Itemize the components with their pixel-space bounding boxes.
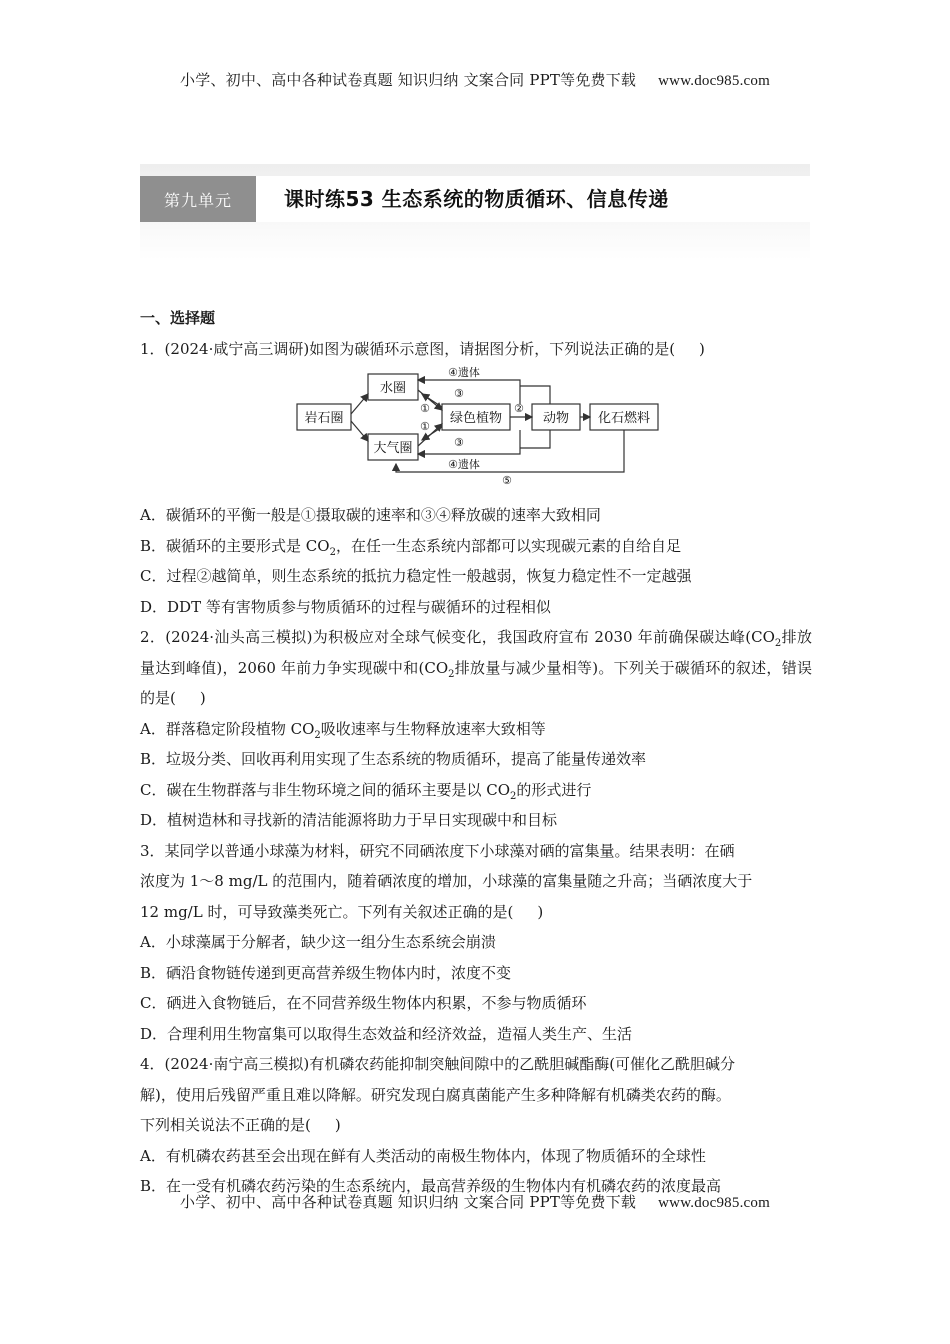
carbon-cycle-diagram [140,366,812,496]
q4-option-b[interactable]: B．在一受有机磷农药污染的生态系统内，最高营养级的生物体内有机磷农药的浓度最高 [140,1177,722,1195]
q1-option-c[interactable]: C．过程②越简单，则生态系统的抵抗力稳定性一般越弱，恢复力稳定性不一定越强 [140,567,692,585]
step3-bottom: ③ [454,436,464,449]
question-content [140,303,812,1202]
q1-stem: 1．(2024·咸宁高三调研)如图为碳循环示意图，请据图分析，下列说法正确的是( ) [140,339,705,358]
air-label: 大气圈 [373,441,413,456]
q3-option-c[interactable]: C．硒进入食物链后，在不同营养级生物体内积累，不参与物质循环 [140,994,587,1012]
remains-bottom-label: ④遗体 [448,458,480,471]
carbon-cycle-svg [292,366,662,494]
remains-top-label: ④遗体 [448,366,480,379]
q3-stem-line1: 3．某同学以普通小球藻为材料，研究不同硒浓度下小球藻对硒的富集量。结果表明：在硒 [140,841,735,860]
q3-option-b[interactable]: B．硒沿食物链传递到更高营养级生物体内时，浓度不变 [140,963,512,982]
q1-option-d[interactable]: D．DDT 等有害物质参与物质循环的过程与碳循环的过程相似 [140,597,551,616]
q3-option-d[interactable]: D．合理利用生物富集可以取得生态效益和经济效益，造福人类生产、生活 [140,1024,633,1043]
footer-text: 小学、初中、高中各种试卷真题 知识归纳 文案合同 PPT等免费下载 [180,1193,637,1211]
lesson-title: 课时练53 生态系统的物质循环、信息传递 [284,187,669,211]
q4-option-a[interactable]: A．有机磷农药甚至会出现在鲜有人类活动的南极生物体内，体现了物质循环的全球性 [140,1146,706,1165]
q4-stem-line2: 解)，使用后残留严重且难以降解。研究发现白腐真菌能产生多种降解有机磷类农药的酶。 [140,1085,731,1104]
unit-label: 第九单元 [140,176,256,222]
step5-label: ⑤ [502,474,512,487]
q2-option-a[interactable]: A．群落稳定阶段植物 $CO_2$吸收速率与生物释放速率大致相等 [140,719,546,741]
step1-top: ① [420,402,430,415]
page-footer [0,1191,950,1212]
q4-stem-line1: 4．(2024·南宁高三模拟)有机磷农药能抑制突触间隙中的乙酰胆碱酯酶(可催化乙酰胆碱分 [140,1055,736,1073]
step1-bottom: ① [420,420,430,433]
q1-option-b[interactable]: B．碳循环的主要形式是 $CO_2$，在任一生态系统内部都可以实现碳元素的自给自足 [140,536,681,558]
q2-option-c[interactable]: C．碳在生物群落与非生物环境之间的循环主要是以 $CO_2$的形式进行 [140,780,592,802]
fossil-label: 化石燃料 [597,411,651,426]
lesson-banner [140,164,810,260]
header-site[interactable]: www.doc985.com [658,73,770,89]
section-heading: 一、选择题 [140,309,216,327]
q2-option-d[interactable]: D．植树造林和寻找新的清洁能源将助力于早日实现碳中和目标 [140,811,558,829]
plant-label: 绿色植物 [449,411,503,426]
q3-option-a[interactable]: A．小球藻属于分解者，缺少这一组分生态系统会崩溃 [140,933,496,951]
q3-stem-line2: 浓度为 1～8 mg/L 的范围内，随着硒浓度的增加，小球藻的富集量随之升高；当硒浓度大于 [140,872,753,890]
q1-option-a[interactable]: A．碳循环的平衡一般是①摄取碳的速率和③④释放碳的速率大致相同 [140,506,601,524]
rock-label: 岩石圈 [304,411,344,426]
page-header [0,69,950,90]
footer-site[interactable]: www.doc985.com [658,1195,770,1211]
water-label: 水圈 [379,381,407,396]
header-text: 小学、初中、高中各种试卷真题 知识归纳 文案合同 PPT等免费下载 [180,71,637,89]
animal-label: 动物 [542,411,570,426]
step2-label: ② [514,402,524,415]
step3-top: ③ [454,387,464,400]
q3-stem-line3: 12 mg/L 时，可导致藻类死亡。下列有关叙述正确的是( ) [140,902,544,921]
q2-stem: 2．(2024·汕头高三模拟)为积极应对全球气候变化，我国政府宣布 2030 年前确保碳达峰($CO_2$排放量达到峰值)，2060 年前力争实现碳中和($CO_2$排放量与减少量相等)。下列关于碳循环的叙述，错误的是( ) [140,628,812,707]
q4-stem-line3: 下列相关说法不正确的是( ) [140,1116,341,1134]
q2-option-b[interactable]: B．垃圾分类、回收再利用实现了生态系统的物质循环，提高了能量传递效率 [140,750,647,768]
